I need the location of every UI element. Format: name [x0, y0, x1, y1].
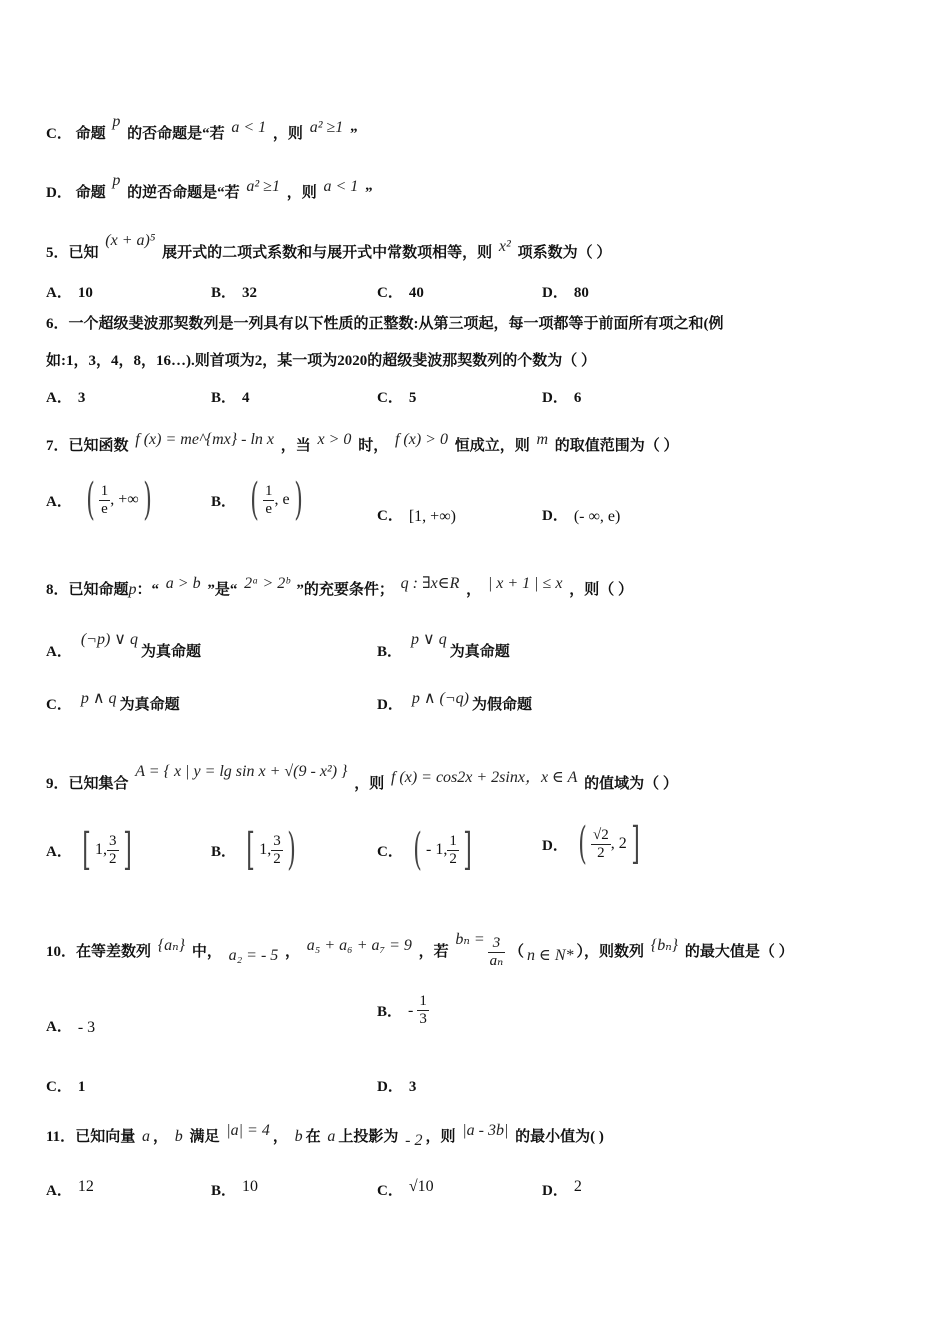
q8-option-a[interactable]: [46, 629, 201, 661]
text: 命题: [75, 126, 106, 142]
q4-option-c: [46, 112, 358, 144]
q6-option-a[interactable]: [46, 386, 85, 407]
text: ，则: [425, 1129, 456, 1145]
text: 已知命题: [68, 582, 129, 598]
option-math: 10: [242, 1178, 259, 1195]
q5-option-d[interactable]: [542, 281, 589, 302]
q9-option-a[interactable]: [46, 824, 136, 875]
math: f (x) = me^{mx} - ln x: [135, 431, 275, 448]
text: ，则: [354, 776, 385, 792]
text: ，: [272, 1129, 288, 1145]
math: b: [174, 1128, 183, 1145]
denominator: 2: [109, 850, 117, 867]
option-label: D．: [542, 837, 568, 854]
math: bₙ =: [455, 931, 485, 948]
question-8: [46, 574, 633, 600]
math: a > b: [165, 575, 201, 592]
question-6-line-2: 如:1，3，4，8，16…).则首项为2，某一项为2020的超级斐波那契数列的个数为（ ）: [46, 353, 596, 369]
denominator: 2: [273, 850, 281, 867]
option-math: 1,: [259, 841, 272, 858]
text: 在等差数列: [76, 944, 152, 960]
text: ，: [152, 1129, 168, 1145]
denominator: 3: [419, 1011, 427, 1027]
left-bracket-icon: [: [246, 824, 255, 875]
option-value: 3: [408, 1079, 417, 1095]
q7-option-d[interactable]: [542, 504, 620, 526]
left-paren-icon: (: [85, 474, 95, 525]
option-math: p ∧ q: [80, 690, 117, 707]
math: | x + 1 | ≤ x: [487, 575, 563, 592]
option-label: C．: [377, 285, 403, 301]
q5-option-b[interactable]: [211, 281, 257, 302]
q5-option-c[interactable]: [377, 281, 424, 302]
text: ”: [350, 126, 358, 142]
q6-option-c[interactable]: [377, 386, 416, 407]
q8-option-b[interactable]: [377, 629, 510, 661]
q7-option-b[interactable]: [211, 474, 307, 525]
question-7: [46, 430, 679, 456]
q11-option-a[interactable]: [46, 1178, 94, 1200]
q8-option-c[interactable]: [46, 688, 180, 714]
option-math: p ∧ (¬q): [411, 690, 470, 707]
option-math: (- ∞, e): [573, 507, 621, 525]
math: 2ᵃ > 2ᵇ: [244, 575, 290, 592]
option-value: 5: [408, 390, 417, 406]
left-bracket-icon: (: [578, 818, 587, 869]
option-label: D．: [542, 508, 568, 524]
option-math: , e: [274, 491, 290, 508]
numerator: 1: [264, 482, 273, 499]
option-label: D．: [542, 1183, 568, 1199]
option-math: , 2: [610, 835, 627, 852]
math: a: [141, 1128, 150, 1145]
option-value: 10: [77, 285, 93, 301]
option-label: A．: [46, 843, 72, 860]
option-value: 1: [77, 1079, 86, 1095]
option-label: D．: [46, 185, 72, 201]
text: 已知向量: [75, 1129, 136, 1145]
numerator: √2: [593, 826, 609, 843]
option-math: 1,: [95, 841, 108, 858]
q6-option-d[interactable]: [542, 386, 581, 407]
right-paren-icon: ): [142, 474, 152, 525]
option-label: C．: [377, 508, 403, 524]
q11-option-b[interactable]: [211, 1178, 258, 1200]
option-label: D．: [377, 697, 403, 713]
text: 项系数为（ ）: [517, 245, 612, 261]
option-math: 2: [573, 1178, 582, 1195]
q9-option-b[interactable]: [211, 824, 300, 875]
math: a² ≥1: [309, 119, 344, 136]
numerator: 3: [273, 832, 281, 849]
math: {bₙ}: [650, 937, 679, 954]
text: 的逆否命题是“若: [127, 185, 240, 201]
left-bracket-icon: (: [413, 824, 422, 875]
text: ，当: [280, 438, 311, 454]
question-9: [46, 762, 678, 794]
text: ，若: [418, 944, 449, 960]
option-label: B．: [211, 843, 237, 860]
question-number: 9．: [46, 776, 69, 792]
math: a: [327, 1128, 336, 1145]
numerator: 1: [100, 482, 109, 499]
option-label: B．: [211, 493, 237, 510]
text: 已知集合: [68, 776, 129, 792]
q7-option-a[interactable]: [46, 474, 156, 525]
math-p: p: [112, 113, 121, 130]
option-label: C．: [46, 126, 72, 142]
fraction: [263, 483, 275, 518]
option-text: 为真命题: [119, 697, 180, 713]
question-number: 11．: [46, 1129, 76, 1145]
option-value: 32: [242, 285, 258, 301]
fraction: [591, 827, 611, 862]
math: a₂ = - 5: [228, 947, 279, 964]
text: 已知函数: [68, 438, 129, 454]
option-value: 4: [242, 390, 250, 406]
option-math: - 1,: [426, 841, 448, 858]
text: ），则数列: [576, 944, 645, 960]
option-value: 6: [573, 390, 582, 406]
right-bracket-icon: ]: [122, 824, 132, 875]
text: 的最小值为( ): [515, 1129, 604, 1145]
text: ，则: [286, 185, 317, 201]
math: x²: [498, 238, 511, 255]
q4-option-d: [46, 171, 373, 203]
math: (x + a)⁵: [105, 232, 156, 249]
option-math: , +∞: [110, 491, 139, 508]
option-label: B．: [377, 1004, 403, 1020]
option-value: 80: [573, 285, 589, 301]
fraction: [488, 935, 506, 970]
math: |a - 3b|: [462, 1122, 509, 1139]
fraction: [99, 483, 111, 518]
text: 的否命题是“若: [127, 126, 225, 142]
denominator: 2: [597, 844, 605, 861]
denominator: 2: [449, 850, 457, 867]
option-label: B．: [211, 1183, 237, 1199]
option-label: D．: [377, 1079, 403, 1095]
text: 中，: [191, 944, 222, 960]
text: 满足: [189, 1129, 220, 1145]
option-text: 为真命题: [449, 644, 510, 660]
option-label: C．: [46, 697, 72, 713]
text: ，: [285, 944, 301, 960]
text: 的最大值是（ ）: [684, 944, 794, 960]
math: a₅ + a₆ + a₇ = 9: [306, 937, 412, 954]
math-p: p: [128, 581, 137, 598]
text: 的值域为（ ）: [584, 776, 678, 792]
question-10: [46, 930, 794, 970]
numerator: 3: [109, 832, 117, 849]
q11-option-d[interactable]: [542, 1178, 582, 1200]
q9-option-d[interactable]: [542, 818, 644, 869]
option-label: A．: [46, 644, 72, 660]
option-label: A．: [46, 1019, 72, 1035]
q10-option-a[interactable]: [46, 1015, 95, 1037]
option-label: D．: [542, 285, 568, 301]
text: ”的充要条件；: [296, 582, 394, 598]
math: q : ∃x∈R: [400, 575, 460, 592]
text: （: [509, 944, 525, 960]
math: a² ≥1: [246, 178, 280, 195]
math: a < 1: [231, 119, 267, 136]
right-bracket-icon: ]: [631, 818, 640, 869]
math: f (x) > 0: [394, 431, 448, 448]
option-label: C．: [377, 843, 403, 860]
question-number: 8．: [46, 582, 69, 598]
text: 上投影为: [338, 1129, 399, 1145]
option-math: (¬p) ∨ q: [80, 631, 139, 648]
question-number: 10．: [46, 944, 77, 960]
option-math: - 3: [77, 1018, 96, 1036]
option-value: 3: [77, 390, 86, 406]
option-label: D．: [542, 390, 568, 406]
text: ：“: [136, 582, 160, 598]
q11-option-c[interactable]: [377, 1178, 434, 1200]
text: 时，: [358, 438, 389, 454]
right-paren-icon: ): [293, 474, 303, 525]
left-paren-icon: (: [250, 474, 259, 525]
text: 展开式的二项式系数和与展开式中常数项相等，则: [162, 245, 493, 261]
question-6-line-1: 6．一个超级斐波那契数列是一列具有以下性质的正整数:从第三项起，每一项都等于前面所有项之和(例: [46, 316, 724, 332]
q10-option-d[interactable]: [377, 1075, 416, 1096]
question-5: [46, 231, 611, 263]
option-label: B．: [211, 390, 237, 406]
denominator: e: [101, 500, 108, 517]
math: |a| = 4: [226, 1122, 270, 1139]
option-text: 为真命题: [141, 644, 202, 660]
q9-option-c[interactable]: [377, 824, 476, 875]
math: n ∈ N*: [527, 947, 574, 964]
question-11: [46, 1121, 604, 1151]
fraction: [447, 833, 459, 868]
numerator: 3: [488, 935, 506, 953]
math-p: p: [112, 172, 121, 189]
option-label: A．: [46, 285, 72, 301]
fraction: [271, 833, 283, 868]
fraction: [417, 993, 429, 1028]
numerator: 1: [419, 993, 427, 1009]
question-number: 5．: [46, 245, 69, 261]
question-number: 7．: [46, 438, 69, 454]
q10-option-b[interactable]: [377, 993, 429, 1028]
left-bracket-icon: [: [82, 824, 91, 875]
option-value: 40: [408, 285, 424, 301]
math: a < 1: [323, 178, 359, 195]
math: x > 0: [317, 431, 352, 448]
option-label: C．: [377, 1183, 403, 1199]
q6-option-b[interactable]: [211, 386, 250, 407]
math: - 2: [405, 1132, 423, 1149]
option-label: A．: [46, 493, 72, 510]
text: ，则: [272, 126, 303, 142]
right-bracket-icon: ]: [463, 824, 472, 875]
option-label: C．: [377, 390, 403, 406]
math: m: [536, 431, 549, 448]
q7-option-c[interactable]: [377, 504, 456, 526]
math: f (x) = cos2x + 2sinx，x ∈ A: [390, 769, 578, 786]
q8-option-d[interactable]: [377, 688, 532, 714]
denominator: e: [265, 500, 273, 517]
text: 命题: [75, 185, 106, 201]
option-label: C．: [46, 1079, 72, 1095]
option-math: 12: [77, 1178, 94, 1195]
option-label: B．: [211, 285, 237, 301]
option-label: B．: [377, 644, 403, 660]
text: 在: [305, 1129, 321, 1145]
option-label: A．: [46, 1183, 72, 1199]
math: {aₙ}: [157, 937, 186, 954]
math: b: [294, 1128, 303, 1145]
option-sign: -: [408, 1001, 414, 1019]
denominator: aₙ: [489, 953, 504, 970]
fraction: [107, 833, 119, 868]
option-math: √10: [408, 1178, 434, 1195]
text: ”是“: [207, 582, 238, 598]
option-math: p ∨ q: [411, 631, 447, 648]
math: A = { x | y = lg sin x + √(9 - x²) }: [135, 763, 348, 780]
text: 已知: [68, 245, 99, 261]
right-bracket-icon: ): [286, 824, 296, 875]
text: 恒成立，则: [454, 438, 530, 454]
numerator: 1: [449, 832, 457, 849]
text: ，: [466, 582, 482, 598]
option-math: [1, +∞): [408, 507, 456, 525]
option-label: A．: [46, 390, 72, 406]
q5-option-a[interactable]: [46, 281, 93, 302]
option-text: 为假命题: [472, 697, 533, 713]
q10-option-c[interactable]: [46, 1075, 85, 1096]
text: 的取值范围为（ ）: [554, 438, 679, 454]
text: ”: [365, 185, 373, 201]
text: ，则（ ）: [569, 582, 633, 598]
